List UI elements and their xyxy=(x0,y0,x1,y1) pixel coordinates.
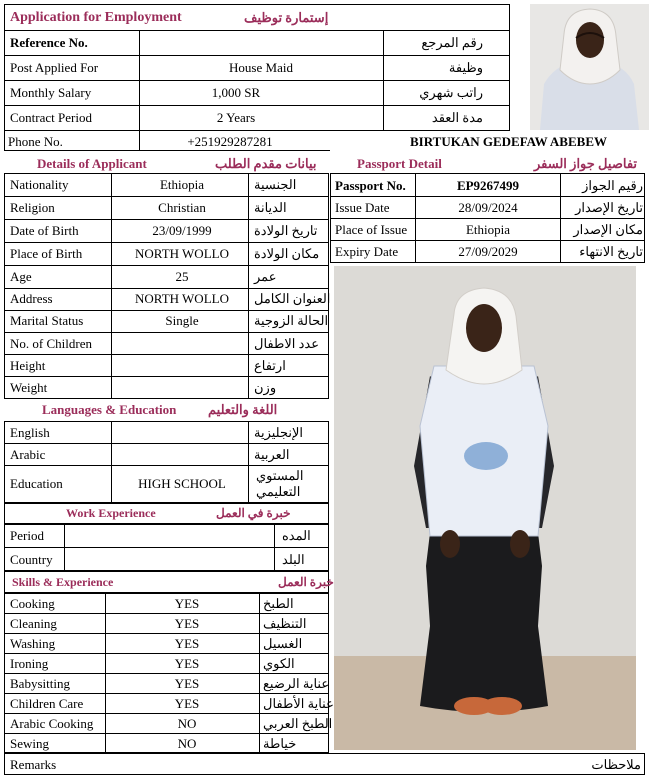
skill-babysitting-value: YES xyxy=(174,676,200,691)
contract-value: 2 Years xyxy=(216,110,256,125)
issue-date-value: 28/09/2024 xyxy=(458,200,518,215)
skill-arabic-cooking-label: Arabic Cooking xyxy=(10,716,94,731)
applicant-name: BIRTUKAN GEDEFAW ABEBEW xyxy=(410,134,607,149)
skill-cleaning-label-ar: التنظيف xyxy=(263,616,307,631)
skill-childcare-value: YES xyxy=(174,696,200,711)
expiry-date-value: 27/09/2029 xyxy=(458,244,518,259)
education-label: Education xyxy=(10,476,63,491)
expiry-date-label-ar: تاريخ الانتهاء xyxy=(579,244,643,259)
passport-title: Passport Detail xyxy=(357,156,442,171)
address-value: NORTH WOLLO xyxy=(135,291,229,306)
issue-place-label-ar: مكان الإصدار xyxy=(573,222,643,237)
issue-place-label: Place of Issue xyxy=(335,222,408,237)
skill-ironing-label-ar: الكوي xyxy=(263,656,295,671)
remarks-label: Remarks xyxy=(10,757,57,772)
pob-label-ar: مكان الولادة xyxy=(254,246,320,261)
reference-label: Reference No. xyxy=(10,35,88,50)
dob-value: 23/09/1999 xyxy=(152,223,212,238)
english-label: English xyxy=(10,425,50,440)
skill-babysitting-label: Babysitting xyxy=(10,676,70,691)
weight-label-ar: وزن xyxy=(254,380,277,395)
issue-place-value: Ethiopia xyxy=(465,222,511,237)
work-title-ar: خبرة في العمل xyxy=(216,506,291,520)
issue-date-label: Issue Date xyxy=(335,200,390,215)
weight-label: Weight xyxy=(10,380,48,395)
skill-washing-label-ar: الغسيل xyxy=(263,636,303,651)
skill-cleaning-value: YES xyxy=(174,616,200,631)
dob-label: Date of Birth xyxy=(10,223,79,238)
period-label: Period xyxy=(10,528,44,543)
passport-title-ar: تفاصيل جواز السفر xyxy=(534,156,638,171)
contract-label-ar: مدة العقد xyxy=(431,110,483,125)
expiry-date-label: Expiry Date xyxy=(335,244,399,259)
phone-label: Phone No. xyxy=(8,134,63,149)
children-label-ar: عدد الاطفال xyxy=(254,336,319,351)
phone-value: +251929287281 xyxy=(187,134,273,149)
nationality-value: Ethiopia xyxy=(159,177,205,192)
skill-ironing-label: Ironing xyxy=(10,656,49,671)
remarks-label-ar: ملاحظات xyxy=(591,757,641,772)
reference-label-ar: رقم المرجع xyxy=(421,35,483,50)
contract-label: Contract Period xyxy=(10,110,92,125)
skill-washing-label: Washing xyxy=(10,636,56,651)
skill-childcare-label-ar: عناية الأطفال xyxy=(263,696,334,711)
skill-sewing-label-ar: خياطة xyxy=(263,736,297,751)
skill-babysitting-label-ar: عناية الرضيع xyxy=(263,676,330,691)
english-label-ar: الإنجليزية xyxy=(254,425,304,440)
skill-arabic-cooking-value: NO xyxy=(177,716,197,731)
skills-title-ar: خبرة العمل xyxy=(278,575,334,589)
age-label: Age xyxy=(10,269,32,284)
skill-cooking-value: YES xyxy=(174,596,200,611)
passport-no-label-ar: رقيم الجواز xyxy=(582,178,643,193)
languages-title: Languages & Education xyxy=(42,402,177,417)
height-label-ar: ارتفاع xyxy=(254,358,286,373)
details-title: Details of Applicant xyxy=(37,156,147,171)
skill-sewing-label: Sewing xyxy=(10,736,49,751)
education-label-ar-2: التعليمي xyxy=(256,484,301,499)
post-value: House Maid xyxy=(229,60,293,75)
issue-date-label-ar: تاريخ الإصدار xyxy=(575,200,643,215)
address-label-ar: العنوان الكامل xyxy=(254,291,331,306)
salary-value: 1,000 SR xyxy=(211,85,261,100)
remarks-row xyxy=(4,753,645,775)
country-label-ar: البلد xyxy=(282,552,305,567)
religion-label: Religion xyxy=(10,200,55,215)
skill-cleaning-label: Cleaning xyxy=(10,616,57,631)
nationality-label-ar: الجنسية xyxy=(254,177,297,192)
dob-label-ar: تاريخ الولادة xyxy=(254,223,318,238)
skills-title: Skills & Experience xyxy=(12,575,114,589)
passport-photo xyxy=(530,4,649,130)
form-title: Application for Employment xyxy=(10,10,182,25)
marital-label: Marital Status xyxy=(10,313,84,328)
skill-washing-value: YES xyxy=(174,636,200,651)
passport-no-label: Passport No. xyxy=(335,178,406,193)
age-label-ar: عمر xyxy=(254,269,277,284)
children-label: No. of Children xyxy=(10,336,92,351)
skill-sewing-value: NO xyxy=(177,736,197,751)
pob-value: NORTH WOLLO xyxy=(135,246,229,261)
skill-cooking-label: Cooking xyxy=(10,596,55,611)
skill-childcare-label: Children Care xyxy=(10,696,84,711)
full-length-photo xyxy=(334,266,636,750)
education-label-ar-1: المستوي xyxy=(256,468,304,483)
skill-cooking-label-ar: الطبخ xyxy=(263,596,294,611)
arabic-label: Arabic xyxy=(10,447,46,462)
nationality-label: Nationality xyxy=(10,177,69,192)
post-label-ar: وظيفة xyxy=(448,60,483,75)
age-value: 25 xyxy=(175,269,189,284)
languages-title-ar: اللغة والتعليم xyxy=(208,402,278,417)
religion-value: Christian xyxy=(158,200,206,215)
post-label: Post Applied For xyxy=(10,60,99,75)
salary-label-ar: راتب شهري xyxy=(419,85,483,100)
skill-arabic-cooking-label-ar: الطبخ العربي xyxy=(263,716,333,731)
details-title-ar: بيانات مقدم الطلب xyxy=(215,156,317,171)
religion-label-ar: الديانة xyxy=(254,200,287,215)
country-label: Country xyxy=(10,552,53,567)
marital-value: Single xyxy=(165,313,199,328)
education-value: HIGH SCHOOL xyxy=(138,476,226,491)
pob-label: Place of Birth xyxy=(10,246,83,261)
passport-no-value: EP9267499 xyxy=(456,178,520,193)
skill-ironing-value: YES xyxy=(174,656,200,671)
form-title-arabic: إستمارة توظيف xyxy=(244,10,329,25)
height-label: Height xyxy=(10,358,46,373)
work-title: Work Experience xyxy=(66,506,156,520)
salary-label: Monthly Salary xyxy=(10,85,92,100)
address-label: Address xyxy=(10,291,53,306)
arabic-label-ar: العربية xyxy=(254,447,290,462)
period-label-ar: المده xyxy=(282,528,311,543)
marital-label-ar: الحالة الزوجية xyxy=(254,313,329,328)
